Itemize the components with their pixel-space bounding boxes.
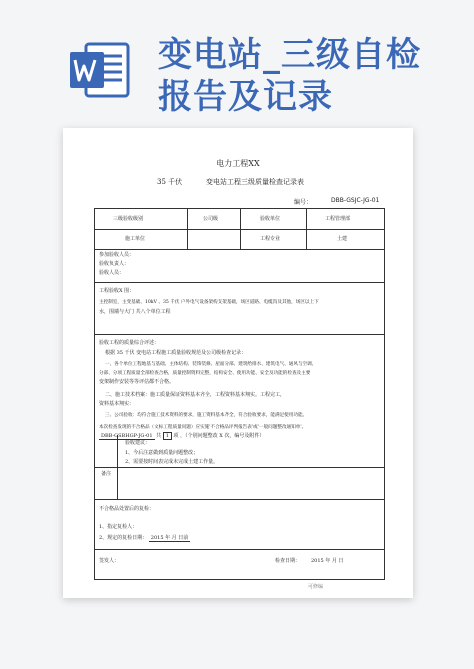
recheck-date-label: 2、规定的复检日期： <box>99 535 148 541</box>
value-specialty: 土建 <box>337 236 348 242</box>
check-date-label: 检查日期： <box>275 558 301 564</box>
inspectors-heading: 参加验收人员： <box>99 252 135 258</box>
evaluation-line4: 变架制作安装等等评估都不合格。 <box>99 379 175 385</box>
suggestions-heading: 验收建议： <box>125 440 151 446</box>
defects-line1: 本次检查发现的不合格品（文标工程质量问题）应实施'不合格品评判报告表'或'一般问题整改通知单'。 <box>99 425 307 430</box>
evaluation-line7: 三、公司验收：均符合施工技术资料的要求，施工资料基本齐全，符合验收要求，能满足使用功能。 <box>105 413 308 418</box>
defects-unit: 项 <box>173 433 179 439</box>
scope-heading: 工程验收X 围： <box>99 288 135 294</box>
label-specialty: 工程专业 <box>260 236 281 242</box>
document-page <box>63 128 413 598</box>
banner-title <box>158 34 458 118</box>
evaluation-line6: 资料基本翔实： <box>99 401 135 407</box>
defects-total-label: 共 <box>156 433 162 439</box>
suggestion-2: 2、需要按时间表完成未完成土建工作量。 <box>125 459 219 465</box>
recheck-date <box>99 534 190 543</box>
defects-note: ，（个别问题整改 X 次，编号及附件） <box>180 433 265 439</box>
recheck-date-value: 2015 年 月 日前 <box>150 535 189 541</box>
inspection-leader: 验收负责人： <box>99 261 130 267</box>
scope-text-line1: 主控制室，主变基础、10kV 、35 千伏 户外电气设备架构支架基础，场区道路、电缆沟及其他，场区以上下 <box>99 300 319 305</box>
form-name: 变电站工程三级质量检查记录表 <box>206 178 304 186</box>
issuer-label: 签发人： <box>99 558 120 564</box>
value-acceptance-level: 公司级 <box>203 216 219 222</box>
banner-title-line2: 报告及记录 <box>158 77 333 117</box>
evaluation-line5: 二、施工技术档案：施工质量保证资料基本齐全，工程资料基本翔实。工程完工， <box>105 392 286 398</box>
footer-mark: 可修编 <box>308 584 324 590</box>
recheck-heading: 不合格品处置后的复检： <box>99 506 155 512</box>
check-date-value: 2015 年 月 日 <box>311 558 344 564</box>
evaluation-line3: 分部、分项工程质量全部检查合格，质量控制资料完整，结构安全、使用功能、安全及功能的检查及主要 <box>99 371 311 376</box>
value-acceptance-unit: 工程管理部 <box>325 216 351 222</box>
form-number-label: 编号： <box>294 199 313 206</box>
remarks-label: 备注 <box>101 471 112 477</box>
scope-text-line2: 水，围墙与大门 共八个单位工程 <box>99 309 171 315</box>
defects-line2 <box>99 432 264 441</box>
inspection-staff: 验收人员： <box>99 270 125 276</box>
header-banner <box>0 0 474 115</box>
evaluation-line1: 根据 35 千伏 变电站工程施工质量验收规范及公司级检查记录： <box>105 350 247 356</box>
project-title: 电力工程XX <box>216 159 260 168</box>
evaluation-heading: 验收工程的质量综合评述： <box>99 340 160 346</box>
suggestion-1: 1、今后注意做到质量问题整改； <box>125 450 199 456</box>
label-construction-unit: 施工单位 <box>125 236 146 242</box>
label-acceptance-level: 三级验收级别 <box>113 216 144 222</box>
voltage-level: 35 千伏 <box>157 178 183 186</box>
evaluation-line2: 一、各个单位工程地基与基础、主体结构、装饰装修、屋面分部、建筑给排水、建筑电气、通风与空调、 <box>105 362 317 367</box>
inspection-form-table <box>94 208 385 580</box>
recheck-assignee: 1、指定复检人： <box>99 524 138 530</box>
banner-title-line1: 变电站_三级自检 <box>158 35 421 75</box>
defect-count: 1 <box>163 432 172 440</box>
defect-report-number: DBB-GSBHGP-JG-01 <box>101 433 153 439</box>
label-acceptance-unit: 验收单位 <box>260 216 281 222</box>
word-document-icon <box>68 38 132 102</box>
form-number-value: DBB-GSJC-JG-01 <box>331 197 380 204</box>
